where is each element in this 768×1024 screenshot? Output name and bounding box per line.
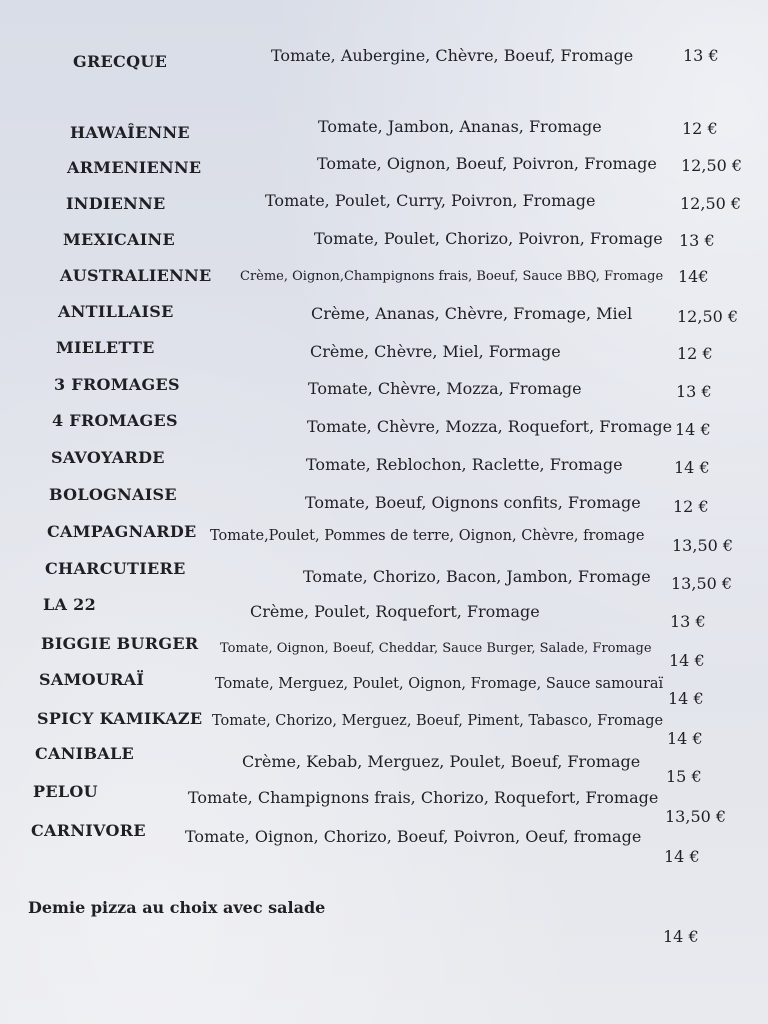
half-pizza-price: 14 € — [663, 927, 699, 946]
pizza-price: 13,50 € — [672, 536, 734, 555]
pizza-ingredients: Crème, Ananas, Chèvre, Fromage, Miel — [311, 304, 633, 323]
pizza-name: CANIBALE — [35, 744, 135, 763]
pizza-ingredients: Tomate, Jambon, Ananas, Fromage — [318, 117, 602, 136]
pizza-name: PELOU — [33, 782, 98, 801]
pizza-ingredients: Crème, Chèvre, Miel, Formage — [310, 342, 561, 361]
pizza-name: LA 22 — [43, 595, 96, 614]
menu-item — [0, 821, 740, 866]
menu-item — [0, 709, 740, 748]
pizza-price: 14 € — [669, 651, 705, 670]
pizza-price: 14 € — [664, 847, 700, 866]
pizza-name: MEXICAINE — [63, 230, 175, 249]
pizza-ingredients: Tomate,Poulet, Pommes de terre, Oignon, Chèvre, fromage — [210, 528, 645, 544]
pizza-ingredients: Tomate, Reblochon, Raclette, Fromage — [306, 455, 623, 474]
menu-item — [0, 634, 740, 670]
pizza-ingredients: Tomate, Chèvre, Mozza, Roquefort, Fromage — [307, 417, 673, 436]
menu-item — [0, 522, 740, 555]
pizza-name: SPICY KAMIKAZE — [37, 709, 203, 728]
menu-item — [0, 46, 740, 80]
menu-item — [0, 670, 740, 708]
pizza-price: 12 € — [677, 344, 713, 363]
pizza-name: SAVOYARDE — [51, 448, 165, 467]
pizza-ingredients: Tomate, Chorizo, Merguez, Boeuf, Piment, Tabasco, Fromage — [212, 713, 664, 729]
pizza-name: CARNIVORE — [31, 821, 146, 840]
pizza-price: 14 € — [674, 458, 710, 477]
pizza-ingredients: Crème, Poulet, Roquefort, Fromage — [250, 602, 540, 621]
half-pizza-label: Demie pizza au choix avec salade — [28, 898, 326, 917]
menu-item — [0, 559, 740, 593]
pizza-ingredients: Tomate, Poulet, Curry, Poivron, Fromage — [265, 191, 596, 210]
pizza-name: CHARCUTIERE — [45, 559, 186, 578]
pizza-name: CAMPAGNARDE — [47, 522, 197, 541]
pizza-name: 3 FROMAGES — [54, 375, 180, 394]
pizza-ingredients: Tomate, Aubergine, Chèvre, Boeuf, Fromage — [271, 46, 634, 65]
menu-item — [0, 266, 740, 296]
pizza-ingredients: Tomate, Champignons frais, Chorizo, Roquefort, Fromage — [188, 788, 659, 807]
pizza-ingredients: Crème, Oignon,Champignons frais, Boeuf, Sauce BBQ, Fromage — [240, 269, 664, 284]
pizza-ingredients: Tomate, Chorizo, Bacon, Jambon, Fromage — [303, 567, 651, 586]
pizza-name: HAWAÎENNE — [70, 123, 190, 142]
menu-item — [0, 117, 740, 153]
menu-item — [0, 485, 740, 515]
pizza-name: SAMOURAÏ — [39, 670, 145, 689]
menu-item — [0, 375, 740, 405]
pizza-name: ARMENIENNE — [67, 158, 202, 177]
pizza-price: 14 € — [667, 729, 703, 748]
pizza-name: ANTILLAISE — [58, 302, 174, 321]
pizza-ingredients: Tomate, Oignon, Boeuf, Cheddar, Sauce Burger, Salade, Fromage — [220, 641, 652, 656]
menu-item — [0, 338, 740, 368]
pizza-ingredients: Tomate, Oignon, Chorizo, Boeuf, Poivron, Oeuf, fromage — [185, 827, 642, 846]
pizza-price: 12,50 € — [677, 307, 739, 326]
menu-item — [0, 411, 740, 441]
pizza-name: MIELETTE — [56, 338, 155, 357]
pizza-price: 12,50 € — [681, 156, 743, 175]
menu-item — [0, 302, 740, 332]
menu-item — [0, 448, 740, 478]
menu-item — [0, 154, 743, 188]
menu-item — [0, 595, 740, 631]
pizza-price: 13 € — [679, 231, 715, 250]
pizza-ingredients: Tomate, Merguez, Poulet, Oignon, Fromage, Sauce samouraï — [215, 676, 664, 692]
pizza-name: 4 FROMAGES — [52, 411, 178, 430]
pizza-name: BOLOGNAISE — [49, 485, 177, 504]
pizza-price: 13 € — [670, 612, 706, 631]
pizza-price: 12,50 € — [680, 194, 742, 213]
pizza-ingredients: Tomate, Oignon, Boeuf, Poivron, Fromage — [317, 154, 657, 173]
pizza-price: 12 € — [682, 119, 718, 138]
pizza-price: 14 € — [668, 689, 704, 708]
pizza-name: BIGGIE BURGER — [41, 634, 199, 653]
pizza-price: 14 € — [675, 420, 711, 439]
pizza-price: 13,50 € — [665, 807, 727, 826]
pizza-price: 13 € — [683, 46, 719, 65]
menu-item — [0, 191, 742, 224]
menu-item — [0, 744, 740, 786]
menu-item — [0, 230, 740, 260]
pizza-name: AUSTRALIENNE — [60, 266, 212, 285]
pizza-ingredients: Tomate, Chèvre, Mozza, Fromage — [308, 379, 582, 398]
pizza-price: 12 € — [673, 497, 709, 516]
pizza-name: GRECQUE — [73, 52, 168, 71]
pizza-ingredients: Tomate, Boeuf, Oignons confits, Fromage — [305, 493, 641, 512]
pizza-ingredients: Tomate, Poulet, Chorizo, Poivron, Fromage — [314, 229, 663, 248]
menu-item — [0, 782, 740, 826]
pizza-name: INDIENNE — [66, 194, 166, 213]
pizza-price: 15 € — [666, 767, 702, 786]
pizza-price: 13 € — [676, 382, 712, 401]
pizza-ingredients: Crème, Kebab, Merguez, Poulet, Boeuf, Fromage — [242, 752, 641, 771]
pizza-price: 14€ — [678, 267, 709, 286]
pizza-price: 13,50 € — [671, 574, 733, 593]
